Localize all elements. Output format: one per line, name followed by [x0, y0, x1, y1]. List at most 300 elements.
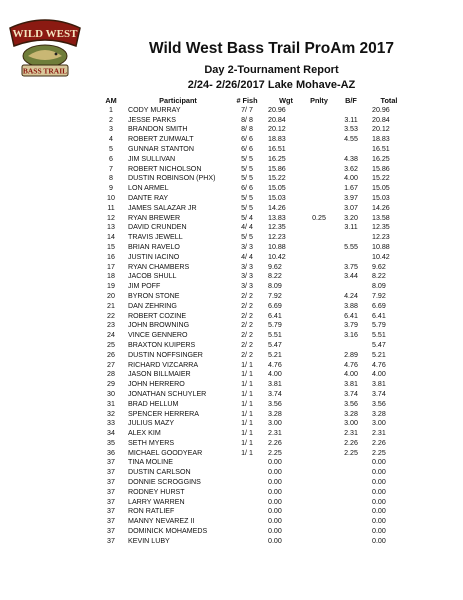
- cell-wgt: 10.88: [268, 242, 286, 251]
- cell-am: 24: [107, 331, 115, 340]
- cell-fish: 1/ 1: [241, 370, 253, 379]
- cell-participant: JUSTIN IACINO: [128, 252, 180, 261]
- cell-total: 12.23: [372, 233, 390, 242]
- cell-wgt: 12.35: [268, 223, 286, 232]
- cell-pnlty: [304, 458, 334, 468]
- table-row: [96, 429, 406, 439]
- cell-total: 20.12: [372, 125, 390, 134]
- table-row: [96, 449, 406, 459]
- cell-wgt: 16.51: [268, 144, 286, 153]
- cell-bf: 3.11: [344, 223, 358, 232]
- cell-bf: 3.97: [344, 193, 358, 202]
- cell-fish: 1/ 1: [241, 409, 253, 418]
- cell-pnlty: [304, 498, 334, 508]
- cell-pnlty: [304, 145, 334, 155]
- table-row: [96, 331, 406, 341]
- cell-am: 30: [107, 389, 115, 398]
- cell-bf: 3.11: [344, 115, 358, 124]
- cell-total: 2.25: [372, 448, 386, 457]
- cell-bf: [334, 253, 368, 263]
- cell-fish: [228, 478, 266, 488]
- cell-am: 36: [107, 448, 115, 457]
- table-row: [96, 165, 406, 175]
- cell-wgt: 0.00: [268, 517, 282, 526]
- cell-wgt: 0.00: [268, 507, 282, 516]
- cell-am: 34: [107, 429, 115, 438]
- table-row: [96, 458, 406, 468]
- cell-wgt: 6.41: [268, 311, 282, 320]
- cell-bf: 2.25: [344, 448, 358, 457]
- cell-wgt: 9.62: [268, 262, 282, 271]
- table-row: [96, 214, 406, 224]
- cell-bf: [334, 498, 368, 508]
- table-row: [96, 410, 406, 420]
- cell-am: 21: [107, 301, 115, 310]
- cell-wgt: 10.42: [268, 252, 286, 261]
- cell-wgt: 0.00: [268, 468, 282, 477]
- table-row: [96, 390, 406, 400]
- cell-participant: JIM SULLIVAN: [128, 154, 176, 163]
- cell-wgt: 8.22: [268, 272, 282, 281]
- cell-am: 35: [107, 438, 115, 447]
- cell-total: 0.00: [372, 478, 386, 487]
- cell-total: 5.79: [372, 321, 386, 330]
- cell-participant: DUSTIN CARLSON: [128, 468, 191, 477]
- cell-bf: 3.79: [344, 321, 358, 330]
- cell-wgt: 0.00: [268, 497, 282, 506]
- cell-pnlty: [304, 537, 334, 547]
- cell-pnlty: [304, 449, 334, 459]
- cell-bf: [334, 341, 368, 351]
- cell-participant: MANNY NEVAREZ II: [128, 517, 195, 526]
- table-row: [96, 243, 406, 253]
- cell-fish: 6/ 6: [241, 144, 253, 153]
- cell-am: 8: [109, 174, 113, 183]
- cell-participant: ALEX KIM: [128, 429, 161, 438]
- cell-am: 37: [107, 487, 115, 496]
- cell-wgt: 18.83: [268, 135, 286, 144]
- cell-total: 0.00: [372, 536, 386, 545]
- cell-total: 4.00: [372, 370, 386, 379]
- cell-total: 8.22: [372, 272, 386, 281]
- cell-am: 19: [107, 282, 115, 291]
- cell-am: 37: [107, 527, 115, 536]
- cell-am: 7: [109, 164, 113, 173]
- cell-total: 4.76: [372, 360, 386, 369]
- col-am-header: AM: [105, 96, 117, 105]
- cell-participant: TRAVIS JEWELL: [128, 233, 183, 242]
- cell-bf: 5.55: [344, 242, 358, 251]
- cell-wgt: 7.92: [268, 291, 282, 300]
- report-subtitle: Day 2-Tournament Report: [204, 64, 339, 76]
- cell-am: 1: [109, 105, 113, 114]
- cell-total: 5.51: [372, 331, 386, 340]
- col-bf-header: B/F: [345, 96, 357, 105]
- cell-pnlty: [304, 302, 334, 312]
- cell-pnlty: [304, 341, 334, 351]
- cell-bf: [334, 468, 368, 478]
- cell-am: 6: [109, 154, 113, 163]
- cell-pnlty: [304, 233, 334, 243]
- col-fish-header: # Fish: [236, 96, 258, 105]
- cell-bf: 4.24: [344, 291, 358, 300]
- cell-total: 2.31: [372, 429, 386, 438]
- cell-pnlty: [304, 361, 334, 371]
- cell-bf: [334, 488, 368, 498]
- cell-total: 20.96: [372, 105, 390, 114]
- cell-am: 20: [107, 291, 115, 300]
- cell-pnlty: [304, 507, 334, 517]
- cell-fish: 1/ 1: [241, 448, 253, 457]
- cell-fish: 6/ 6: [241, 184, 253, 193]
- cell-total: 3.56: [372, 399, 386, 408]
- cell-fish: 2/ 2: [241, 321, 253, 330]
- cell-wgt: 0.00: [268, 458, 282, 467]
- table-row: [96, 174, 406, 184]
- cell-fish: 1/ 1: [241, 399, 253, 408]
- cell-bf: 4.55: [344, 135, 358, 144]
- cell-participant: BRAXTON KUIPERS: [128, 340, 196, 349]
- cell-participant: BRAD HELLUM: [128, 399, 179, 408]
- table-row: [96, 478, 406, 488]
- cell-total: 3.28: [372, 409, 386, 418]
- table-row: [96, 419, 406, 429]
- cell-fish: 1/ 1: [241, 360, 253, 369]
- cell-bf: 3.28: [344, 409, 358, 418]
- cell-fish: 3/ 3: [241, 272, 253, 281]
- cell-participant: JESSE PARKS: [128, 115, 176, 124]
- cell-total: 20.84: [372, 115, 390, 124]
- cell-bf: 3.44: [344, 272, 358, 281]
- cell-total: 16.25: [372, 154, 390, 163]
- cell-wgt: 0.00: [268, 527, 282, 536]
- cell-bf: 3.88: [344, 301, 358, 310]
- table-row: [96, 125, 406, 135]
- cell-participant: DUSTIN NOFFSINGER: [128, 350, 203, 359]
- cell-am: 11: [107, 203, 115, 212]
- cell-am: 37: [107, 507, 115, 516]
- cell-participant: JOHN HERRERO: [128, 380, 185, 389]
- cell-total: 9.62: [372, 262, 386, 271]
- cell-bf: 3.56: [344, 399, 358, 408]
- cell-fish: 8/ 8: [241, 115, 253, 124]
- cell-bf: [334, 527, 368, 537]
- cell-am: 29: [107, 380, 115, 389]
- cell-bf: [334, 282, 368, 292]
- cell-wgt: 3.81: [268, 380, 282, 389]
- cell-total: 18.83: [372, 135, 390, 144]
- cell-bf: 3.53: [344, 125, 358, 134]
- cell-bf: 3.07: [344, 203, 358, 212]
- cell-pnlty: [304, 429, 334, 439]
- table-row: [96, 361, 406, 371]
- cell-fish: 2/ 2: [241, 291, 253, 300]
- cell-fish: 5/ 5: [241, 174, 253, 183]
- cell-am: 3: [109, 125, 113, 134]
- cell-participant: BRIAN RAVELO: [128, 242, 180, 251]
- cell-participant: KEVIN LUBY: [128, 536, 170, 545]
- cell-pnlty: [304, 312, 334, 322]
- table-row: [96, 312, 406, 322]
- cell-wgt: 15.86: [268, 164, 286, 173]
- cell-am: 13: [107, 223, 115, 232]
- cell-wgt: 15.22: [268, 174, 286, 183]
- table-row: [96, 302, 406, 312]
- cell-total: 0.00: [372, 517, 386, 526]
- cell-participant: JULIUS MAZY: [128, 419, 175, 428]
- cell-participant: RYAN BREWER: [128, 213, 181, 222]
- cell-pnlty: [304, 419, 334, 429]
- cell-total: 15.05: [372, 184, 390, 193]
- cell-bf: 3.74: [344, 389, 358, 398]
- table-row: [96, 204, 406, 214]
- cell-pnlty: [304, 321, 334, 331]
- cell-fish: 1/ 1: [241, 380, 253, 389]
- cell-fish: [228, 498, 266, 508]
- cell-bf: 2.31: [344, 429, 358, 438]
- cell-am: 9: [109, 184, 113, 193]
- table-row: [96, 106, 406, 116]
- table-row: [96, 263, 406, 273]
- cell-fish: 2/ 2: [241, 331, 253, 340]
- cell-wgt: 4.76: [268, 360, 282, 369]
- cell-total: 5.21: [372, 350, 386, 359]
- cell-wgt: 5.21: [268, 350, 282, 359]
- cell-wgt: 12.23: [268, 233, 286, 242]
- cell-wgt: 14.26: [268, 203, 286, 212]
- cell-participant: JACOB SHULL: [128, 272, 177, 281]
- cell-participant: LARRY WARREN: [128, 497, 185, 506]
- cell-total: 5.47: [372, 340, 386, 349]
- col-total-header: Total: [380, 96, 398, 105]
- cell-participant: VINCE GENNERO: [128, 331, 188, 340]
- cell-fish: [228, 458, 266, 468]
- cell-bf: [334, 233, 368, 243]
- table-row: [96, 184, 406, 194]
- col-participant-header: Participant: [159, 96, 197, 105]
- cell-bf: [334, 458, 368, 468]
- table-row: [96, 400, 406, 410]
- header-row: [96, 96, 406, 106]
- cell-pnlty: [304, 488, 334, 498]
- cell-pnlty: [304, 478, 334, 488]
- cell-total: 3.74: [372, 389, 386, 398]
- cell-pnlty: [304, 331, 334, 341]
- table-row: [96, 321, 406, 331]
- cell-bf: 4.00: [344, 370, 358, 379]
- cell-participant: CODY MURRAY: [128, 105, 181, 114]
- cell-pnlty: [304, 223, 334, 233]
- cell-fish: 5/ 5: [241, 154, 253, 163]
- table-row: [96, 488, 406, 498]
- cell-total: 7.92: [372, 291, 386, 300]
- table-row: [96, 498, 406, 508]
- cell-participant: MICHAEL GOODYEAR: [128, 448, 203, 457]
- cell-bf: 4.76: [344, 360, 358, 369]
- cell-participant: ROBERT NICHOLSON: [128, 164, 202, 173]
- cell-total: 16.51: [372, 144, 390, 153]
- cell-fish: 5/ 5: [241, 233, 253, 242]
- cell-wgt: 5.47: [268, 340, 282, 349]
- cell-pnlty: [304, 390, 334, 400]
- cell-wgt: 3.00: [268, 419, 282, 428]
- cell-participant: DUSTIN ROBINSON (PHX): [128, 174, 216, 183]
- table-row: [96, 537, 406, 547]
- cell-fish: 2/ 2: [241, 311, 253, 320]
- cell-wgt: 20.84: [268, 115, 286, 124]
- table-row: [96, 282, 406, 292]
- table-row: [96, 527, 406, 537]
- col-pnlty-header: Pnlty: [310, 96, 328, 105]
- table-row: [96, 194, 406, 204]
- cell-fish: 6/ 6: [241, 135, 253, 144]
- cell-am: 27: [107, 360, 115, 369]
- cell-pnlty: [304, 243, 334, 253]
- cell-participant: SPENCER HERRERA: [128, 409, 199, 418]
- cell-am: 37: [107, 517, 115, 526]
- cell-participant: JAMES SALAZAR JR: [128, 203, 197, 212]
- cell-bf: [334, 106, 368, 116]
- cell-fish: 3/ 3: [241, 242, 253, 251]
- cell-bf: 3.62: [344, 164, 358, 173]
- cell-total: 15.03: [372, 193, 390, 202]
- cell-wgt: 5.51: [268, 331, 282, 340]
- table-row: [96, 155, 406, 165]
- cell-bf: [334, 145, 368, 155]
- cell-total: 10.42: [372, 252, 390, 261]
- cell-wgt: 0.00: [268, 487, 282, 496]
- cell-wgt: 8.09: [268, 282, 282, 291]
- cell-participant: ROBERT ZUMWALT: [128, 135, 194, 144]
- cell-bf: 3.81: [344, 380, 358, 389]
- cell-pnlty: [304, 135, 334, 145]
- cell-wgt: 13.83: [268, 213, 286, 222]
- cell-bf: 3.20: [344, 213, 358, 222]
- cell-wgt: 2.26: [268, 438, 282, 447]
- cell-am: 31: [107, 399, 115, 408]
- cell-am: 14: [107, 233, 115, 242]
- cell-bf: 3.16: [344, 331, 358, 340]
- table-row: [96, 253, 406, 263]
- cell-fish: 3/ 3: [241, 262, 253, 271]
- cell-wgt: 6.69: [268, 301, 282, 310]
- cell-wgt: 15.05: [268, 184, 286, 193]
- cell-pnlty: [304, 468, 334, 478]
- cell-participant: BRANDON SMITH: [128, 125, 188, 134]
- cell-fish: 3/ 3: [241, 282, 253, 291]
- cell-fish: 5/ 5: [241, 164, 253, 173]
- cell-participant: RICHARD VIZCARRA: [128, 360, 199, 369]
- logo-line2: BASS TRAIL: [22, 66, 68, 76]
- cell-fish: [228, 507, 266, 517]
- cell-fish: 2/ 2: [241, 340, 253, 349]
- cell-am: 16: [107, 252, 115, 261]
- cell-fish: [228, 537, 266, 547]
- cell-total: 0.00: [372, 487, 386, 496]
- cell-total: 12.35: [372, 223, 390, 232]
- cell-pnlty: [304, 410, 334, 420]
- cell-pnlty: [304, 194, 334, 204]
- cell-total: 6.69: [372, 301, 386, 310]
- cell-pnlty: [304, 272, 334, 282]
- cell-pnlty: [304, 370, 334, 380]
- cell-wgt: 20.96: [268, 105, 286, 114]
- cell-bf: [334, 507, 368, 517]
- cell-participant: JONATHAN SCHUYLER: [128, 389, 207, 398]
- cell-wgt: 3.56: [268, 399, 282, 408]
- cell-total: 0.00: [372, 497, 386, 506]
- cell-am: 32: [107, 409, 115, 418]
- cell-wgt: 20.12: [268, 125, 286, 134]
- logo-line1: WILD WEST: [12, 28, 78, 40]
- cell-bf: 6.41: [344, 311, 358, 320]
- cell-total: 0.00: [372, 458, 386, 467]
- cell-pnlty: 0.25: [312, 213, 326, 222]
- cell-wgt: 0.00: [268, 478, 282, 487]
- cell-am: 25: [107, 340, 115, 349]
- cell-wgt: 15.03: [268, 193, 286, 202]
- cell-participant: JASON BILLMAIER: [128, 370, 191, 379]
- cell-bf: 1.67: [344, 184, 358, 193]
- cell-fish: 4/ 4: [241, 252, 253, 261]
- cell-fish: 5/ 5: [241, 193, 253, 202]
- cell-fish: [228, 488, 266, 498]
- cell-am: 37: [107, 478, 115, 487]
- cell-total: 15.22: [372, 174, 390, 183]
- cell-participant: DAN ZEHRING: [128, 301, 177, 310]
- cell-am: 33: [107, 419, 115, 428]
- report-dates: 2/24- 2/26/2017 Lake Mohave-AZ: [187, 79, 356, 91]
- cell-participant: DANTE RAY: [128, 193, 169, 202]
- cell-pnlty: [304, 351, 334, 361]
- table-row: [96, 507, 406, 517]
- cell-bf: 2.26: [344, 438, 358, 447]
- cell-pnlty: [304, 155, 334, 165]
- cell-bf: 3.00: [344, 419, 358, 428]
- cell-fish: 1/ 1: [241, 429, 253, 438]
- cell-bf: [334, 478, 368, 488]
- table-row: [96, 145, 406, 155]
- table-row: [96, 233, 406, 243]
- results-table: [96, 96, 406, 547]
- cell-total: 15.86: [372, 164, 390, 173]
- cell-am: 26: [107, 350, 115, 359]
- cell-bf: 3.75: [344, 262, 358, 271]
- cell-pnlty: [304, 174, 334, 184]
- table-row: [96, 223, 406, 233]
- cell-total: 8.09: [372, 282, 386, 291]
- cell-fish: 1/ 1: [241, 419, 253, 428]
- cell-fish: 4/ 4: [241, 223, 253, 232]
- cell-am: 17: [107, 262, 115, 271]
- cell-participant: JOHN BROWNING: [128, 321, 190, 330]
- cell-total: 0.00: [372, 507, 386, 516]
- cell-am: 22: [107, 311, 115, 320]
- cell-am: 37: [107, 536, 115, 545]
- cell-total: 2.26: [372, 438, 386, 447]
- cell-participant: DONNIE SCROGGINS: [128, 478, 201, 487]
- cell-am: 18: [107, 272, 115, 281]
- cell-bf: 4.38: [344, 154, 358, 163]
- cell-participant: SETH MYERS: [128, 438, 175, 447]
- table-row: [96, 272, 406, 282]
- cell-pnlty: [304, 204, 334, 214]
- table-row: [96, 380, 406, 390]
- cell-pnlty: [304, 165, 334, 175]
- cell-wgt: 0.00: [268, 536, 282, 545]
- cell-am: 5: [109, 144, 113, 153]
- table-row: [96, 370, 406, 380]
